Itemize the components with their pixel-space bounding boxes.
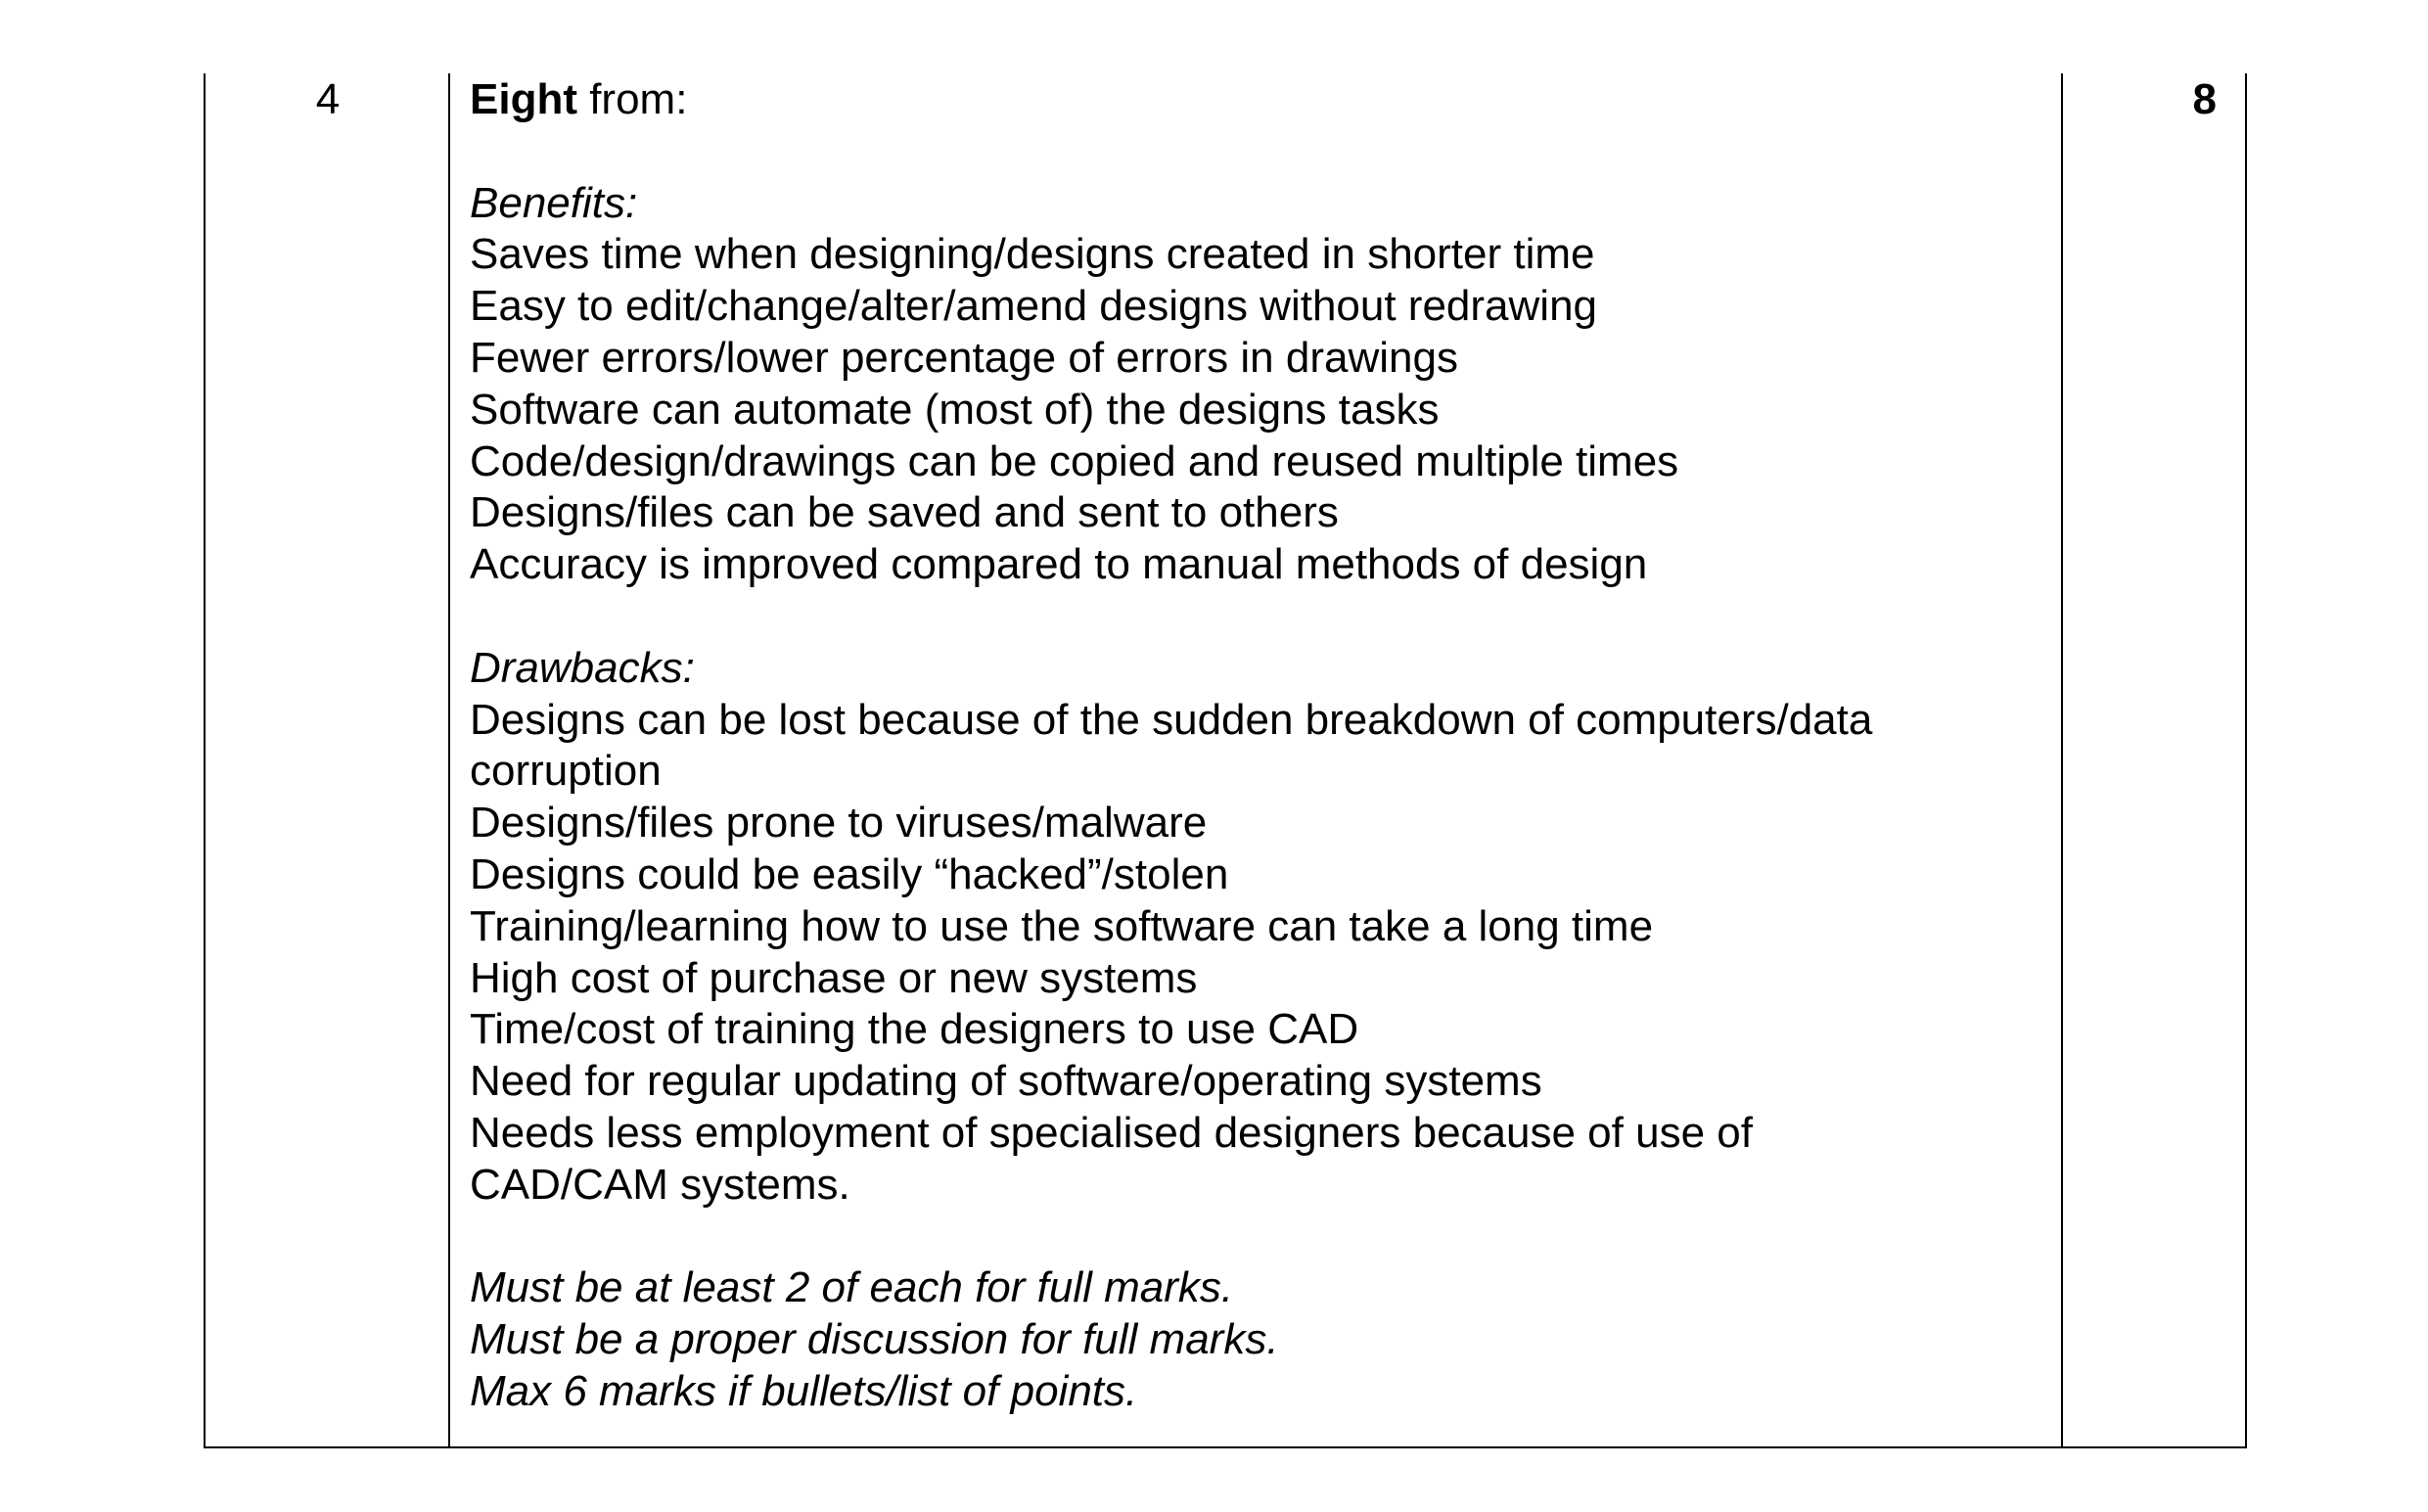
table-divider-2: [2061, 73, 2063, 1447]
benefit-item: Code/design/drawings can be copied and reused multiple times: [470, 436, 1679, 485]
benefit-item: Software can automate (most of) the designs tasks: [470, 385, 1440, 434]
table-divider-1: [448, 73, 450, 1447]
answer-intro-count: Eight: [470, 75, 577, 123]
drawbacks-heading: Drawbacks:: [470, 643, 695, 692]
marking-note: Must be a proper discussion for full marks.: [470, 1315, 1279, 1364]
drawback-item: Needs less employment of specialised designers because of use of: [470, 1108, 1753, 1157]
drawback-item: Need for regular updating of software/operating systems: [470, 1057, 1542, 1106]
drawback-item: CAD/CAM systems.: [470, 1160, 850, 1209]
benefits-heading: Benefits:: [470, 178, 638, 227]
table-border-left: [204, 73, 206, 1447]
spacer: [470, 126, 2036, 178]
spacer: [470, 591, 2036, 643]
benefit-item: Easy to edit/change/alter/amend designs without redrawing: [470, 282, 1598, 331]
spacer: [470, 1212, 2036, 1263]
benefit-item: Accuracy is improved compared to manual methods of design: [470, 540, 1648, 589]
answer-intro: [470, 74, 2036, 126]
marking-note: Max 6 marks if bullets/list of points.: [470, 1366, 1138, 1415]
drawback-item: corruption: [470, 747, 662, 796]
table-border-bottom: [204, 1446, 2247, 1448]
marking-note: Must be at least 2 of each for full marks.: [470, 1263, 1234, 1312]
benefit-item: Designs/files can be saved and sent to others: [470, 488, 1339, 537]
answer-intro-rest: from:: [576, 75, 688, 123]
drawback-item: Designs can be lost because of the sudden breakdown of computers/data: [470, 695, 1873, 744]
drawback-item: Designs/files prone to viruses/malware: [470, 799, 1208, 848]
answer-cell: [470, 74, 2036, 1418]
table-border-right: [2245, 73, 2247, 1447]
benefit-item: Saves time when designing/designs created in shorter time: [470, 230, 1595, 279]
drawback-item: Training/learning how to use the software can take a long time: [470, 901, 1654, 950]
marks-value: 8: [2192, 75, 2217, 123]
drawback-item: Designs could be easily “hacked”/stolen: [470, 849, 1229, 898]
drawback-item: High cost of purchase or new systems: [470, 953, 1198, 1002]
question-number: 4: [315, 75, 341, 123]
drawback-item: Time/cost of training the designers to use CAD: [470, 1005, 1359, 1054]
benefit-item: Fewer errors/lower percentage of errors in drawings: [470, 333, 1458, 382]
